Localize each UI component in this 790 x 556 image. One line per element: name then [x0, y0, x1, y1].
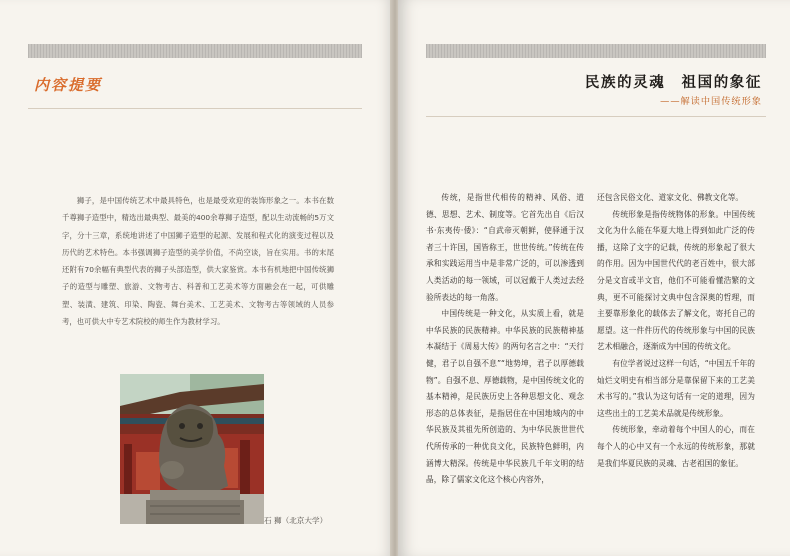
paragraph-continued: 还包含民俗文化、道家文化、佛教文化等。 [597, 193, 744, 202]
stone-lion-illustration [120, 374, 264, 524]
summary-text [62, 192, 334, 330]
stone-lion-photo [120, 374, 264, 524]
title-rule [28, 108, 362, 109]
paragraph: 传统形象是指传统物体的形象。中国传统文化为什么能在华夏大地上得到如此广泛的传播，这除了文字的记载，传统的形象起了很大的作用。因为中国世代代的老百姓中，很大部分是文盲或半文盲，他们不可能看懂浩繁的文典，更不可能探讨文典中包含深奥的哲理，而主要靠形象化的载体去了解文化，寄托自己的愿望。这一件件历代的传统形象与中国的民族艺术相融合，逐渐成为中国的传统文化。 [597, 209, 755, 352]
right-page [398, 0, 790, 556]
photo-caption: 石 狮（北京大学） [264, 516, 328, 525]
text-column-1 [426, 190, 584, 489]
paragraph: 有位学者说过这样一句话，“中国五千年的灿烂文明史有相当部分是靠保留下来的工艺美术书写的。”我认为这句话有一定的道理，因为这些出土的工艺美术品就是传统形象。 [597, 358, 755, 418]
chapter-title: 民族的灵魂 祖国的象征 [584, 74, 762, 91]
page-title: 内容提要 [34, 76, 103, 94]
summary-paragraph: 狮子，是中国传统艺术中最具特色，也是最受欢迎的装饰形象之一。本书在数千尊狮子造型中，精选出最典型、最美的400余尊狮子造型，配以生动流畅的5万文字，分十三章，系统地讲述了中国狮子造型的起源、发展和程式化的演变过程以及历代的艺术特色。本书强调狮子造型的美学价值，不尚空谈，旨在实用。书的末尾还附有70余幅有典型代表的狮子头部造型，供大家鉴赏。本书有机地把中国传统狮子的造型与雕塑、旅游、文物考古、科普和工艺美术等方面融会在一起，可供雕塑、装潢、建筑、印染、陶瓷、舞台美术、工艺美术、文物考古等领域的人员参考，也可供大中专艺术院校的师生作为教材学习。 [62, 196, 334, 327]
chapter-subtitle: ——解读中国传统形象 [660, 96, 762, 107]
text-column-2 [597, 190, 755, 472]
paragraph: 中国传统是一种文化，从实质上看，就是中华民族的民族精神。中华民族的民族精神基本凝结于《周易大传》的两句名言之中：“天行健，君子以自强不息”“地势坤，君子以厚德载物”。自强不息、厚德载物，是中国传统文化的基本精神，是民族历史上各种思想文化、观念形态的总体表征，是指居住在中国地域内的中华民族及其祖先所创造的、为中华民族世世代代所传承的一种优良文化，民族特色鲜明，内涵博大精深。传统是中华民族几千年文明的结晶，除了儒家文化这个核心内容外， [426, 309, 584, 485]
header-band [28, 44, 362, 58]
paragraph: 传统，是指世代相传的精神、风俗、道德、思想、艺术、制度等。它首先出自《后汉书·东夷传·倭》：“自武帝灭朝鲜，使驿通于汉者三十许国，国皆称王，世世传统。”传统在传承和实践运用当中是非常广泛的，可以渗透到人类活动的每一领域，可以冠戴于人类过去经验所表达的每一角落。 [426, 193, 584, 302]
left-page [0, 0, 392, 556]
paragraph: 传统形象，牵动着每个中国人的心，而在每个人的心中又有一个永远的传统形象，那就是我们华夏民族的灵魂、古老祖国的象征。 [597, 425, 755, 468]
header-band [426, 44, 766, 58]
title-rule [426, 116, 766, 117]
